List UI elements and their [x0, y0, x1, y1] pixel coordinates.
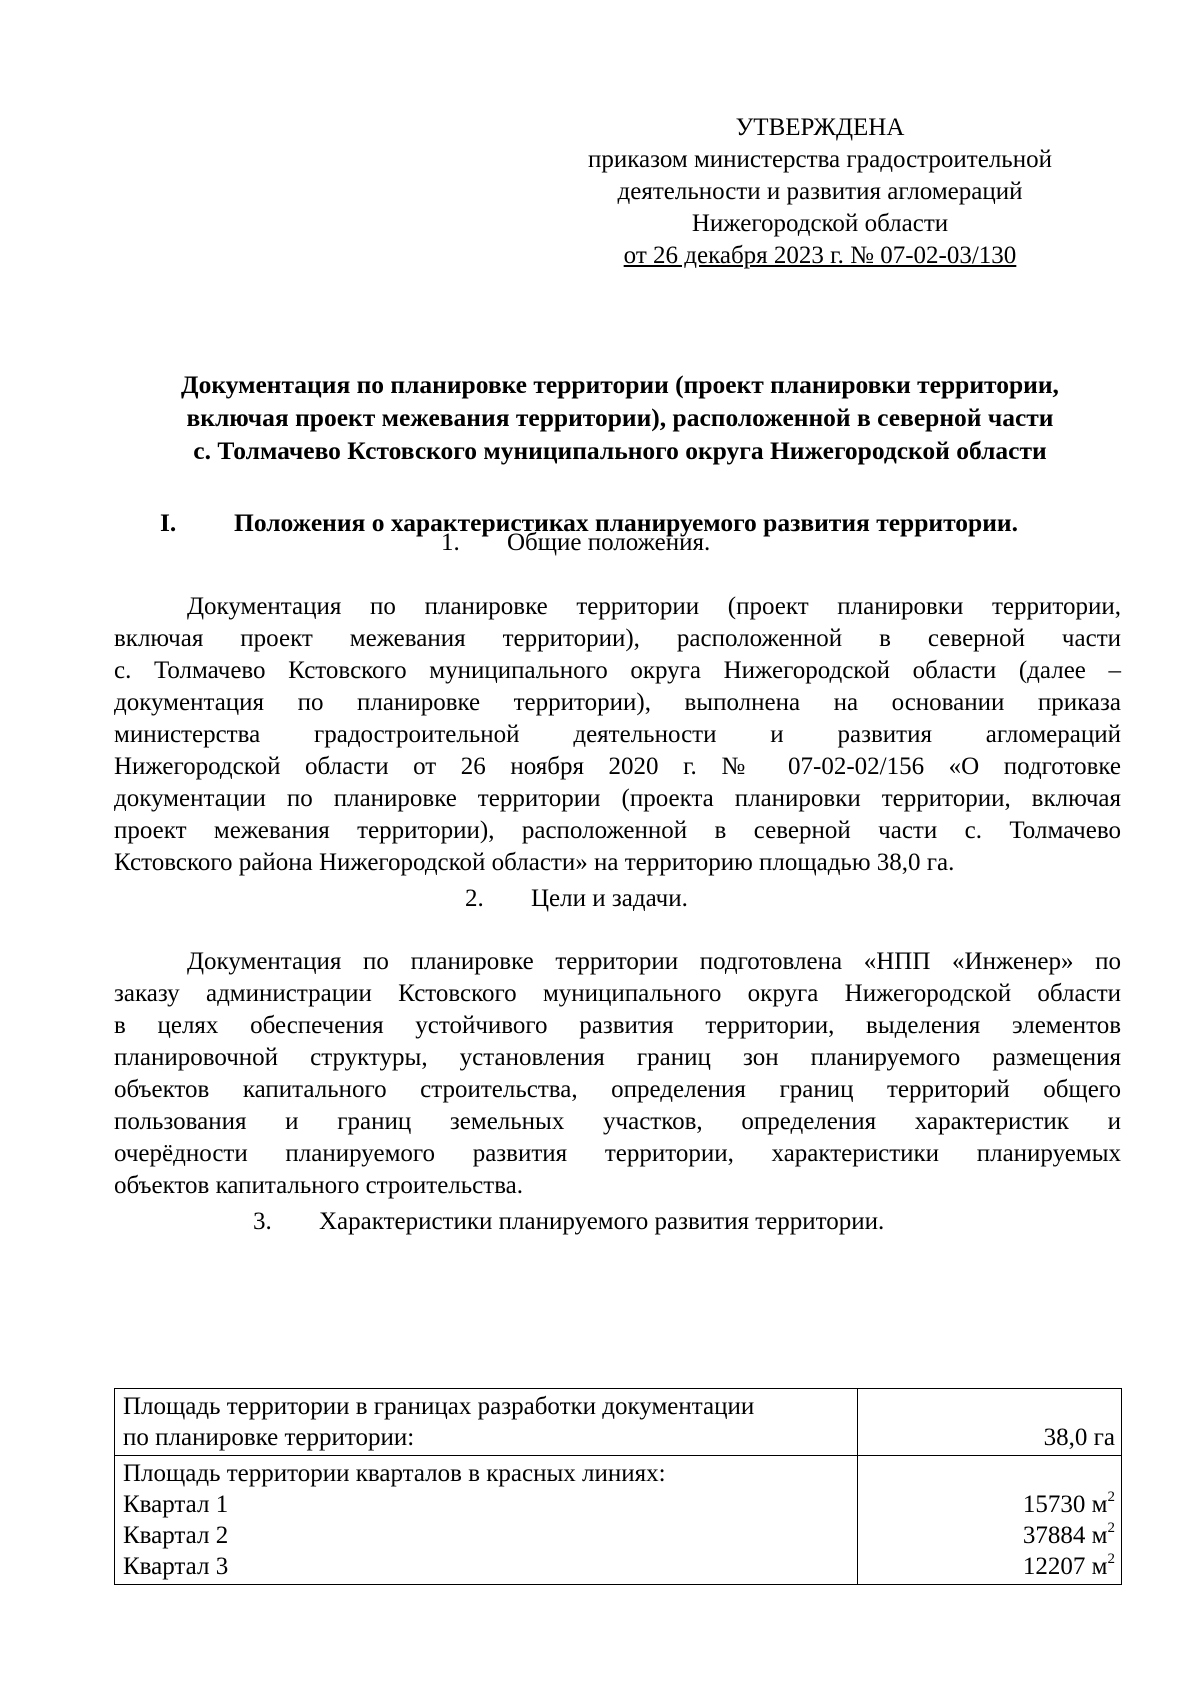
subsection-heading-2 [465, 883, 688, 915]
approval-line: Нижегородской области [691, 210, 949, 237]
unit-exponent: 2 [1107, 1551, 1115, 1567]
section-number: I. [160, 508, 177, 537]
table-cell-value [857, 1456, 1121, 1585]
subsection-number: 3. [253, 1208, 272, 1235]
quarter-label: Квартал 1 [123, 1491, 229, 1518]
title-line: Документация по планировке территории (проект планировки территории, [181, 370, 1059, 399]
subsection-title: Общие положения. [507, 529, 711, 556]
paragraph-line: документация по планировке территории), выполнена на основании приказа [114, 689, 1121, 716]
subsection-heading-3 [253, 1206, 884, 1238]
approval-heading: УТВЕРЖДЕНА [735, 114, 905, 141]
paragraph-line: планировочной структуры, установления границ зон планируемого размещения [114, 1044, 1121, 1071]
title-line: с. Толмачево Кстовского муниципального округа Нижегородской области [193, 436, 1047, 465]
approval-order-ref: от 26 декабря 2023 г. № 07-02-03/130 [623, 242, 1017, 269]
quarter-label: Квартал 2 [123, 1522, 229, 1549]
quarter-area-number: 12207 [1022, 1553, 1086, 1580]
paragraph-goals [114, 946, 1121, 1202]
table-row [115, 1389, 1122, 1456]
quarter-area-number: 37884 [1022, 1522, 1086, 1549]
paragraph-line: объектов капитального строительства, определения границ территорий общего [114, 1076, 1121, 1103]
area-unit: м [1091, 1553, 1108, 1580]
unit-exponent: 2 [1107, 1489, 1115, 1505]
paragraph-line: с. Толмачево Кстовского муниципального округа Нижегородской области (далее – [114, 657, 1121, 684]
quarter-area-number: 15730 [1022, 1491, 1086, 1518]
table-subheading: Площадь территории кварталов в красных линиях: [123, 1460, 666, 1487]
subsection-number: 1. [441, 529, 460, 556]
area-unit: м [1091, 1491, 1108, 1518]
paragraph-line: объектов капитального строительства. [114, 1172, 524, 1199]
approval-line: деятельности и развития агломераций [617, 178, 1023, 205]
paragraph-line: в целях обеспечения устойчивого развития территории, выделения элементов [114, 1012, 1121, 1039]
characteristics-table [114, 1388, 1122, 1585]
document-title [110, 368, 1130, 467]
quarter-area [866, 1551, 1115, 1582]
title-line: включая проект межевания территории), расположенной в северной части [186, 403, 1054, 432]
table-row [115, 1456, 1122, 1585]
paragraph-line: Нижегородской области от 26 ноября 2020 г. № 07-02-02/156 «О подготовке [114, 753, 1121, 780]
unit-exponent: 2 [1107, 1520, 1115, 1536]
table-cell-value [857, 1389, 1121, 1456]
subsection-title: Цели и задачи. [531, 885, 688, 912]
paragraph-line: включая проект межевания территории), расположенной в северной части [114, 625, 1121, 652]
paragraph-line: Кстовского района Нижегородской области» на территорию площадью 38,0 га. [114, 849, 955, 876]
subsection-number: 2. [465, 885, 484, 912]
paragraph-line: очерёдности планируемого развития территории, характеристики планируемых [114, 1140, 1121, 1167]
table-label-line: по планировке территории: [123, 1424, 415, 1451]
paragraph-line: министерства градостроительной деятельности и развития агломераций [114, 721, 1121, 748]
paragraph-line: Документация по планировке территории (проект планировки территории, [187, 593, 1121, 620]
paragraph-general [114, 591, 1121, 879]
table-value: 38,0 га [1043, 1424, 1115, 1451]
paragraph-line: заказу администрации Кстовского муниципального округа Нижегородской области [114, 980, 1121, 1007]
paragraph-line: документации по планировке территории (проекта планировки территории, включая [114, 785, 1121, 812]
table-label-line: Площадь территории в границах разработки документации [123, 1393, 755, 1420]
section-title: Положения о характеристиках планируемого развития территории. [234, 508, 1018, 537]
table-cell-label [115, 1456, 858, 1585]
quarter-area [866, 1520, 1115, 1551]
subsection-title: Характеристики планируемого развития территории. [319, 1208, 885, 1235]
approval-block [560, 112, 1080, 272]
area-unit: м [1091, 1522, 1108, 1549]
paragraph-line: пользования и границ земельных участков, определения характеристик и [114, 1108, 1121, 1135]
approval-line: приказом министерства градостроительной [588, 146, 1052, 173]
paragraph-line: Документация по планировке территории подготовлена «НПП «Инженер» по [187, 948, 1121, 975]
subsection-heading-1 [441, 527, 710, 559]
table-cell-label [115, 1389, 858, 1456]
quarter-area [866, 1489, 1115, 1520]
paragraph-line: проект межевания территории), расположенной в северной части с. Толмачево [114, 817, 1121, 844]
quarter-label: Квартал 3 [123, 1553, 229, 1580]
